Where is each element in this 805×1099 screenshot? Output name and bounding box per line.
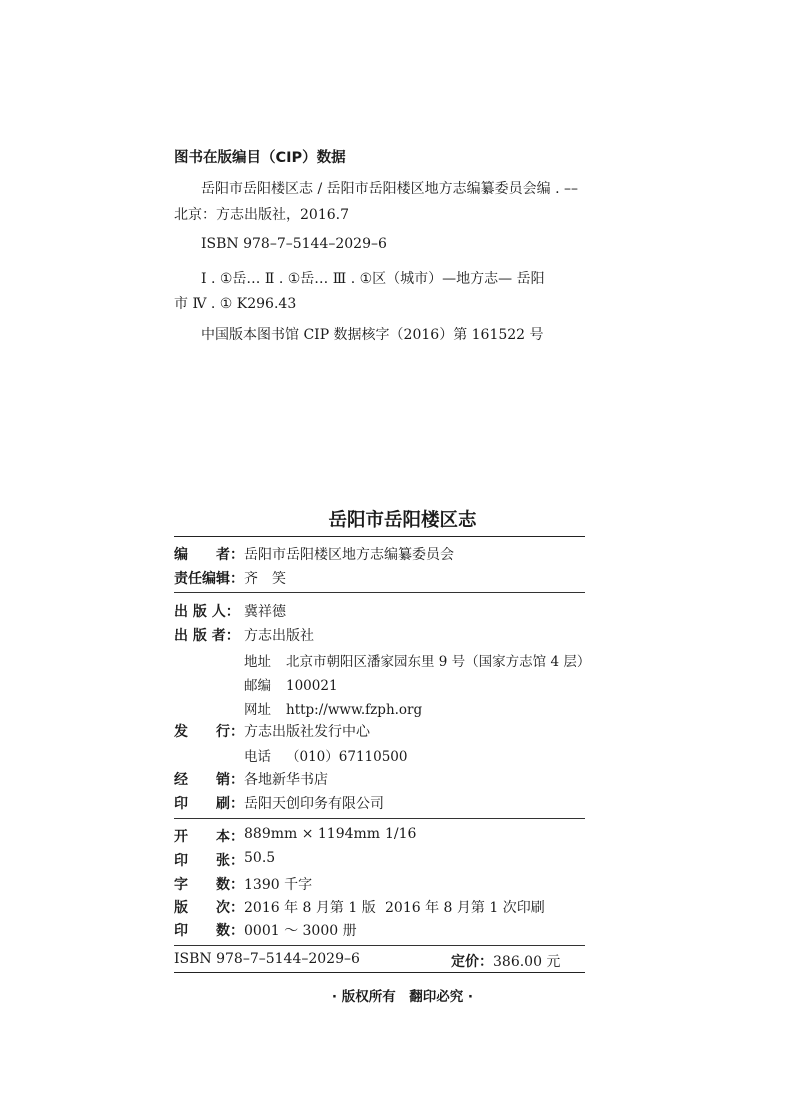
website-key: 网址: [244, 702, 271, 718]
copies-value: 0001 ～ 3000 册: [244, 923, 357, 939]
cip-classification-line-2: 市 Ⅳ . ① K296.43: [174, 296, 297, 312]
words-value: 1390 千字: [244, 877, 313, 893]
divider-rule: [174, 972, 585, 973]
seller-label: 经 销：: [174, 772, 244, 788]
price-value: 386.00 元: [493, 954, 561, 970]
postcode-row: [244, 674, 338, 694]
website-row: [244, 698, 422, 718]
phone-row: [244, 745, 407, 765]
responsible-editor-label: 责任编辑：: [174, 571, 244, 587]
edition-label: 版 次：: [174, 900, 244, 916]
cip-line-1: 岳阳市岳阳楼区志 / 岳阳市岳阳楼区地方志编纂委员会编 . ––: [201, 181, 578, 197]
editor-value: 岳阳市岳阳楼区地方志编纂委员会: [244, 547, 454, 563]
cip-line-2: 北京：方志出版社，2016.7: [174, 207, 349, 223]
divider-rule: [174, 592, 585, 593]
sheets-value: 50.5: [244, 850, 276, 866]
distribution-label: 发 行：: [174, 724, 244, 740]
postcode-key: 邮编: [244, 678, 271, 694]
copyright-notice: · 版权所有 翻印必究 ·: [331, 989, 474, 1005]
publisher-label: 出 版 者：: [174, 628, 240, 644]
divider-rule: [174, 536, 585, 537]
phone-key: 电话: [244, 749, 271, 765]
format-value: 889mm × 1194mm: [244, 826, 381, 842]
address-key: 地址: [244, 654, 271, 670]
book-title: 岳阳市岳阳楼区志: [328, 510, 477, 531]
format-fold: 1/16: [385, 826, 417, 842]
editor-label: 编 者：: [174, 547, 244, 563]
price-label: 定价：: [451, 954, 493, 970]
cip-isbn: ISBN 978–7–5144–2029–6: [201, 236, 387, 252]
publisher-person-label: 出 版 人：: [174, 604, 240, 620]
price: [451, 951, 560, 971]
responsible-editor-value: 齐 笑: [244, 571, 286, 587]
divider-rule: [174, 818, 585, 819]
format-label: 开 本：: [174, 829, 244, 845]
printing-value: 2016 年 8 月第 1 次印刷: [385, 900, 545, 916]
edition-value: 2016 年 8 月第 1 版: [244, 900, 376, 916]
words-label: 字 数：: [174, 877, 244, 893]
printer-label: 印 刷：: [174, 796, 244, 812]
phone-value: （010）67110500: [286, 749, 408, 765]
sheets-label: 印 张：: [174, 853, 244, 869]
distribution-value: 方志出版社发行中心: [244, 724, 370, 740]
publisher-person-value: 冀祥德: [244, 604, 286, 620]
address-row: [244, 650, 590, 670]
postcode-value: 100021: [286, 678, 338, 694]
publisher-value: 方志出版社: [244, 628, 314, 644]
printer-value: 岳阳天创印务有限公司: [244, 796, 384, 812]
divider-rule: [174, 945, 585, 946]
address-value: 北京市朝阳区潘家园东里 9 号（国家方志馆 4 层）: [286, 654, 591, 670]
copies-label: 印 数：: [174, 923, 244, 939]
cip-classification-line-1: Ⅰ . ①岳… Ⅱ . ①岳… Ⅲ . ①区（城市）—地方志— 岳阳: [201, 271, 545, 287]
colophon-isbn: ISBN 978–7–5144–2029–6: [174, 951, 360, 967]
cip-heading: 图书在版编目（CIP）数据: [174, 150, 346, 166]
cip-number: 中国版本图书馆 CIP 数据核字（2016）第 161522 号: [201, 327, 544, 343]
website-value: http://www.fzph.org: [286, 702, 423, 718]
seller-value: 各地新华书店: [244, 772, 328, 788]
